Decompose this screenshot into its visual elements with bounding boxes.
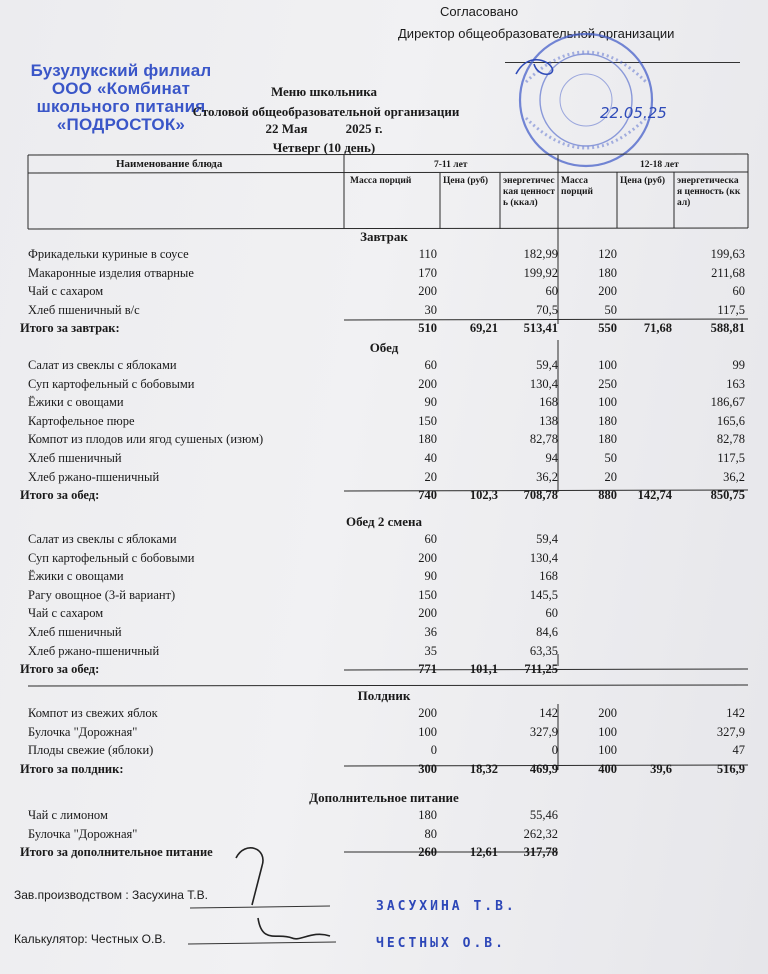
dish-name: Хлеб пшеничный в/с bbox=[28, 302, 140, 317]
cell-m1: 200 bbox=[418, 606, 437, 621]
cell-e1: 59,4 bbox=[536, 358, 558, 372]
cell-m2: 120 bbox=[598, 247, 617, 261]
cell-m1: 200 bbox=[418, 376, 437, 391]
cell-m1: 260 bbox=[418, 845, 437, 860]
dish-row bbox=[0, 303, 768, 321]
dish-name: Фрикадельки куриные в соусе bbox=[28, 247, 189, 261]
cell-p2: 39,6 bbox=[650, 761, 672, 776]
total-row bbox=[0, 762, 768, 780]
cell-e1: 142 bbox=[539, 706, 558, 720]
production-manager-stamp: ЗАСУХИНА Т.В. bbox=[376, 899, 517, 914]
dish-name: Плоды свежие (яблоки) bbox=[28, 743, 154, 758]
cell-p1: 101,1 bbox=[469, 662, 498, 677]
dish-name: Чай с лимоном bbox=[28, 808, 108, 822]
cell-p1: 12,61 bbox=[469, 845, 498, 860]
cell-m2: 400 bbox=[598, 761, 617, 776]
menu-year: 2025 г. bbox=[345, 121, 383, 136]
section-title: Полдник bbox=[357, 688, 411, 703]
dish-name: Макаронные изделия отварные bbox=[28, 265, 194, 280]
cell-m1: 200 bbox=[418, 284, 437, 299]
cell-e1: 145,5 bbox=[529, 587, 558, 602]
cell-m1: 180 bbox=[418, 808, 437, 822]
dish-row bbox=[0, 625, 768, 643]
cell-e1: 55,46 bbox=[529, 808, 558, 822]
total-label: Итого за обед: bbox=[20, 488, 100, 503]
total-label: Итого за дополнительное питание bbox=[20, 845, 213, 860]
cell-e1: 130,4 bbox=[529, 550, 558, 565]
cell-e2: 60 bbox=[732, 284, 745, 299]
total-label: Итого за полдник: bbox=[20, 761, 124, 776]
stamp-line: ООО «Комбинат bbox=[51, 79, 191, 98]
total-label: Итого за завтрак: bbox=[20, 321, 120, 336]
header-dish-name: Наименование блюда bbox=[116, 158, 223, 170]
stamp-line: Бузулукский филиал bbox=[30, 61, 212, 80]
cell-m1: 180 bbox=[418, 432, 437, 447]
cell-e1: 168 bbox=[539, 569, 558, 584]
cell-m1: 771 bbox=[418, 662, 437, 677]
header-price-1: Цена (руб) bbox=[443, 176, 489, 186]
cell-p1: 69,21 bbox=[469, 321, 498, 336]
cell-e1: 469,9 bbox=[529, 761, 558, 776]
dish-row bbox=[0, 414, 768, 432]
dish-name: Хлеб пшеничный bbox=[28, 625, 122, 639]
cell-e2: 82,78 bbox=[716, 432, 745, 447]
cell-e1: 60 bbox=[545, 606, 558, 621]
dish-name: Компот из свежих яблок bbox=[28, 706, 158, 720]
approval-date: 22.05.25 bbox=[600, 104, 667, 122]
cell-m1: 200 bbox=[418, 550, 437, 565]
dish-name: Хлеб ржано-пшеничный bbox=[28, 469, 160, 484]
approval-label: Согласовано bbox=[440, 4, 519, 19]
section-title: Дополнительное питание bbox=[309, 790, 459, 805]
calculator-stamp: ЧЕСТНЫХ О.В. bbox=[376, 936, 506, 951]
dish-name: Чай с сахаром bbox=[28, 284, 104, 299]
header-age-7-11: 7-11 лет bbox=[434, 160, 468, 170]
cell-p1: 18,32 bbox=[469, 761, 498, 776]
dish-row bbox=[0, 706, 768, 724]
cell-e1: 182,99 bbox=[523, 247, 558, 261]
cell-e1: 199,92 bbox=[523, 265, 558, 280]
cell-e2: 117,5 bbox=[717, 302, 745, 317]
cell-m2: 100 bbox=[598, 395, 617, 410]
dish-row bbox=[0, 808, 768, 826]
cell-e1: 82,78 bbox=[529, 432, 558, 447]
header-mass-2: Масса порций bbox=[561, 176, 593, 197]
menu-weekday: Четверг (10 день) bbox=[272, 140, 376, 155]
cell-m1: 510 bbox=[418, 321, 437, 336]
total-row bbox=[0, 845, 768, 863]
dish-row bbox=[0, 247, 768, 265]
cell-e2: 117,5 bbox=[717, 451, 745, 465]
cell-m2: 200 bbox=[598, 706, 617, 720]
cell-m1: 20 bbox=[424, 469, 437, 484]
total-label: Итого за обед: bbox=[20, 662, 100, 677]
cell-e2: 850,75 bbox=[710, 488, 745, 503]
menu-title: Меню школьника bbox=[270, 84, 378, 99]
cell-m2: 50 bbox=[604, 302, 617, 317]
dish-row bbox=[0, 266, 768, 284]
cell-m1: 40 bbox=[424, 451, 437, 465]
cell-e2: 588,81 bbox=[710, 321, 745, 336]
cell-m1: 150 bbox=[418, 413, 437, 428]
dish-row bbox=[0, 644, 768, 662]
dish-name: Ёжики с овощами bbox=[28, 395, 124, 410]
cell-m1: 36 bbox=[424, 625, 437, 639]
cell-m1: 30 bbox=[424, 302, 437, 317]
header-energy-2: энергетическая ценность (ккал) bbox=[677, 176, 741, 208]
dish-row bbox=[0, 827, 768, 845]
cell-m1: 90 bbox=[424, 569, 437, 584]
dish-row bbox=[0, 588, 768, 606]
cell-e1: 708,78 bbox=[523, 488, 558, 503]
dish-name: Булочка "Дорожная" bbox=[28, 724, 138, 739]
cell-m2: 550 bbox=[598, 321, 617, 336]
cell-m1: 170 bbox=[418, 265, 437, 280]
dish-name: Рагу овощное (3-й вариант) bbox=[28, 587, 176, 602]
dish-row bbox=[0, 569, 768, 587]
dish-row bbox=[0, 551, 768, 569]
cell-e1: 262,32 bbox=[523, 826, 558, 841]
production-manager-label: Зав.производством : Засухина Т.В. bbox=[14, 888, 208, 902]
cell-e2: 516,9 bbox=[716, 761, 745, 776]
cell-e1: 84,6 bbox=[536, 625, 558, 639]
cell-e2: 199,63 bbox=[710, 247, 745, 261]
cell-e2: 47 bbox=[732, 743, 745, 758]
total-row bbox=[0, 662, 768, 680]
section-title: Обед bbox=[369, 340, 399, 355]
cell-p2: 142,74 bbox=[637, 488, 672, 503]
cell-e1: 168 bbox=[539, 395, 558, 410]
header-mass-1: Масса порций bbox=[350, 176, 412, 186]
dish-name: Хлеб пшеничный bbox=[28, 451, 122, 465]
stamp-line: школьного питания bbox=[36, 97, 206, 116]
cell-e1: 0 bbox=[551, 743, 558, 758]
cell-e1: 36,2 bbox=[536, 469, 558, 484]
cell-e1: 327,9 bbox=[529, 724, 558, 739]
dish-row bbox=[0, 532, 768, 550]
director-label: Директор общеобразовательной организации bbox=[398, 26, 675, 41]
cell-m1: 740 bbox=[418, 488, 437, 503]
cell-m1: 200 bbox=[418, 706, 437, 720]
dish-row bbox=[0, 470, 768, 488]
cell-m2: 100 bbox=[598, 724, 617, 739]
dish-row bbox=[0, 377, 768, 395]
cell-m1: 110 bbox=[418, 247, 437, 261]
dish-name: Салат из свеклы с яблоками bbox=[28, 532, 177, 546]
cell-m2: 100 bbox=[598, 358, 617, 372]
calculator-label: Калькулятор: Честных О.В. bbox=[14, 932, 166, 946]
cell-m1: 80 bbox=[424, 826, 437, 841]
cell-m1: 0 bbox=[430, 743, 437, 758]
section-title: Обед 2 смена bbox=[345, 514, 422, 529]
cell-e1: 513,41 bbox=[523, 321, 558, 336]
cell-e1: 59,4 bbox=[536, 532, 558, 546]
header-energy-1: энергетическая ценность (ккал) bbox=[503, 176, 555, 208]
dish-row bbox=[0, 395, 768, 413]
cell-e2: 211,68 bbox=[711, 265, 745, 280]
dish-row bbox=[0, 451, 768, 469]
cell-e1: 60 bbox=[545, 284, 558, 299]
cell-e2: 186,67 bbox=[710, 395, 745, 410]
cell-m1: 60 bbox=[424, 358, 437, 372]
cell-e1: 317,78 bbox=[523, 845, 558, 860]
cell-m2: 880 bbox=[598, 488, 617, 503]
dish-name: Суп картофельный с бобовыми bbox=[28, 376, 195, 391]
cell-e1: 138 bbox=[539, 413, 558, 428]
cell-m2: 250 bbox=[598, 376, 617, 391]
dish-row bbox=[0, 432, 768, 450]
cell-e1: 70,5 bbox=[536, 302, 558, 317]
dish-row bbox=[0, 743, 768, 761]
dish-name: Компот из плодов или ягод сушеных (изюм) bbox=[28, 432, 264, 447]
total-row bbox=[0, 321, 768, 339]
cell-e2: 327,9 bbox=[716, 724, 745, 739]
cell-e2: 36,2 bbox=[723, 469, 745, 484]
dish-row bbox=[0, 284, 768, 302]
dish-name: Салат из свеклы с яблоками bbox=[28, 358, 177, 372]
stamp-line: «ПОДРОСТОК» bbox=[56, 115, 186, 134]
cell-m1: 90 bbox=[424, 395, 437, 410]
cell-e2: 163 bbox=[726, 376, 745, 391]
cell-e1: 130,4 bbox=[529, 376, 558, 391]
cell-m1: 150 bbox=[418, 587, 437, 602]
cell-m1: 100 bbox=[418, 724, 437, 739]
dish-name: Картофельное пюре bbox=[28, 413, 135, 428]
dish-row bbox=[0, 358, 768, 376]
menu-day: 22 Мая bbox=[265, 121, 308, 136]
dish-name: Булочка "Дорожная" bbox=[28, 826, 138, 841]
cell-m1: 35 bbox=[424, 643, 437, 658]
cell-e1: 63,35 bbox=[529, 643, 558, 658]
cell-e1: 711,25 bbox=[524, 662, 558, 677]
cell-e2: 99 bbox=[732, 358, 745, 372]
cell-m1: 60 bbox=[424, 532, 437, 546]
cell-m2: 20 bbox=[604, 469, 617, 484]
cell-e2: 165,6 bbox=[716, 413, 745, 428]
cell-m2: 100 bbox=[598, 743, 617, 758]
section-title: Завтрак bbox=[360, 229, 408, 244]
cell-e2: 142 bbox=[726, 706, 745, 720]
dish-row bbox=[0, 725, 768, 743]
dish-name: Суп картофельный с бобовыми bbox=[28, 550, 195, 565]
menu-subtitle: Столовой общеобразовательной организации bbox=[192, 104, 460, 119]
header-price-2: Цена (руб) bbox=[620, 176, 666, 186]
dish-row bbox=[0, 606, 768, 624]
dish-name: Хлеб ржано-пшеничный bbox=[28, 643, 160, 658]
dish-name: Чай с сахаром bbox=[28, 606, 104, 621]
cell-m2: 180 bbox=[598, 432, 617, 447]
cell-m2: 50 bbox=[604, 451, 617, 465]
cell-m1: 300 bbox=[418, 761, 437, 776]
header-age-12-18: 12-18 лет bbox=[640, 160, 679, 170]
cell-m2: 200 bbox=[598, 284, 617, 299]
cell-m2: 180 bbox=[598, 413, 617, 428]
cell-p2: 71,68 bbox=[643, 321, 672, 336]
cell-p1: 102,3 bbox=[469, 488, 498, 503]
total-row bbox=[0, 488, 768, 506]
cell-e1: 94 bbox=[545, 451, 558, 465]
cell-m2: 180 bbox=[598, 265, 617, 280]
dish-name: Ёжики с овощами bbox=[28, 569, 124, 584]
